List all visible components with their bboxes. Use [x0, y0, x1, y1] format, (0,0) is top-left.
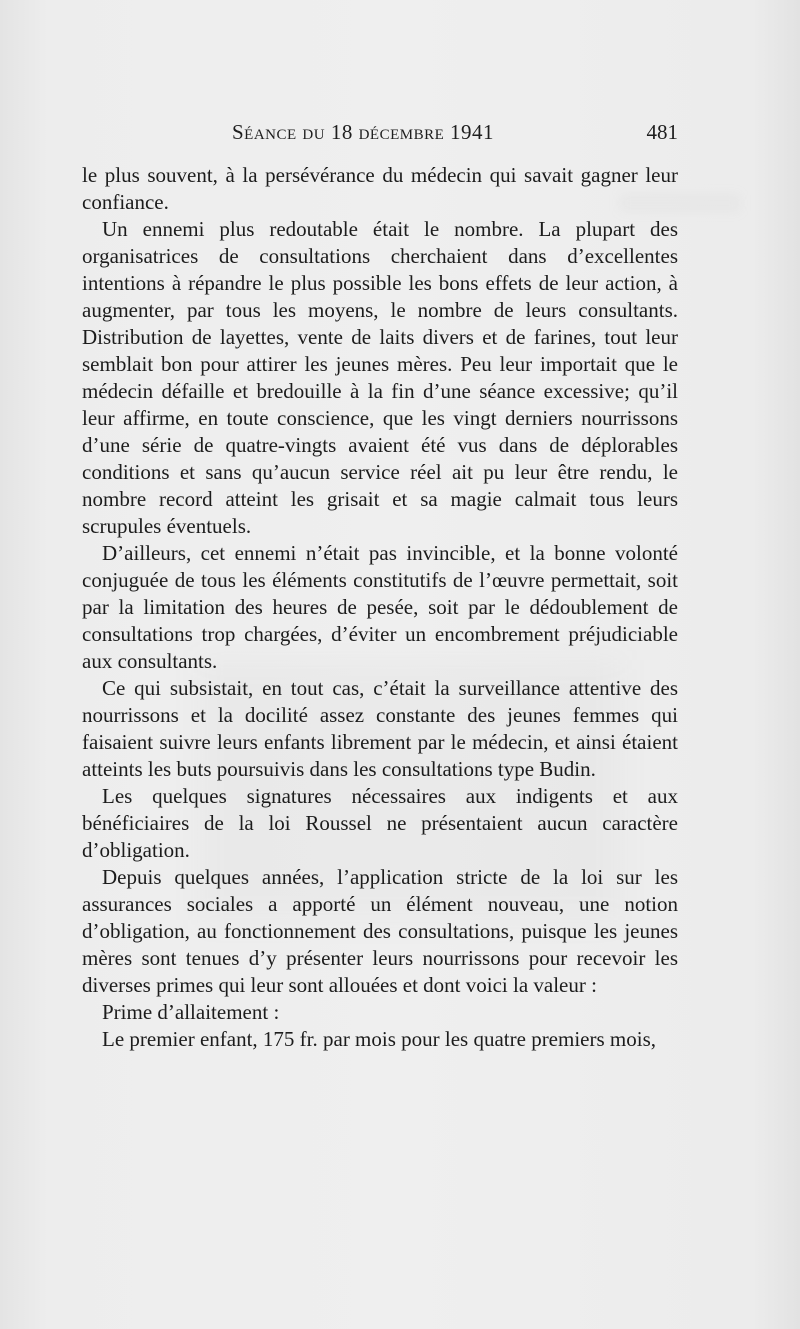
paragraph: Les quelques signatures nécessaires aux indigents et aux bénéficiaires de la loi Roussel ne présentaient aucun caractère d’obligation. — [82, 784, 678, 862]
paragraph: Ce qui subsistait, en tout cas, c’était la surveillance attentive des nourrissons et la docilité assez constante des jeunes femmes qui faisaient suivre leurs enfants librement par le médecin, et ainsi étaient atteints les buts poursuivis dans les consultations type Budin. — [82, 676, 678, 781]
paragraph: Un ennemi plus redoutable était le nombre. La plupart des organisatrices de consultations cherchaient dans d’excellentes intentions à répandre le plus possible les bons effets de leur action, à augmenter, par tous les moyens, le nombre de leurs consultants. Distribution de layettes, vente de laits divers et de farines, tout leur semblait bon pour attirer les jeunes mères. Peu leur importait que le médecin défaille et bredouille à la fin d’une séance excessive; qu’il leur affirme, en toute conscience, que les vingt derniers nourrissons d’une série de quatre-vingts avaient été vus dans de déplorables conditions et sans qu’aucun service réel ait pu leur être rendu, le nombre record atteint les grisait et sa magie calmait tous leurs scrupules éventuels. — [82, 217, 678, 538]
body-text — [82, 162, 678, 1053]
running-title: Séance du 18 décembre 1941 — [232, 120, 495, 144]
page-number: 481 — [646, 120, 678, 144]
paragraph-continuation: le plus souvent, à la persévérance du médecin qui savait gagner leur confiance. — [82, 163, 678, 214]
paragraph: Le premier enfant, 175 fr. par mois pour les quatre premiers mois, — [102, 1027, 656, 1051]
paragraph: Depuis quelques années, l’application stricte de la loi sur les assurances sociales a apporté un élément nouveau, une notion d’obligation, au fonctionnement des consultations, puisque les jeunes mères sont tenues d’y présenter leurs nourrissons pour recevoir les diverses primes qui leur sont allouées et dont voici la valeur : — [82, 865, 678, 997]
paragraph: D’ailleurs, cet ennemi n’était pas invincible, et la bonne volonté conjuguée de tous les éléments constitutifs de l’œuvre permettait, soit par la limitation des heures de pesée, soit par le dédoublement de consultations trop chargées, d’éviter un encombrement préjudiciable aux consultants. — [82, 541, 678, 673]
paragraph: Prime d’allaitement : — [102, 1000, 280, 1024]
page-header — [232, 120, 678, 150]
